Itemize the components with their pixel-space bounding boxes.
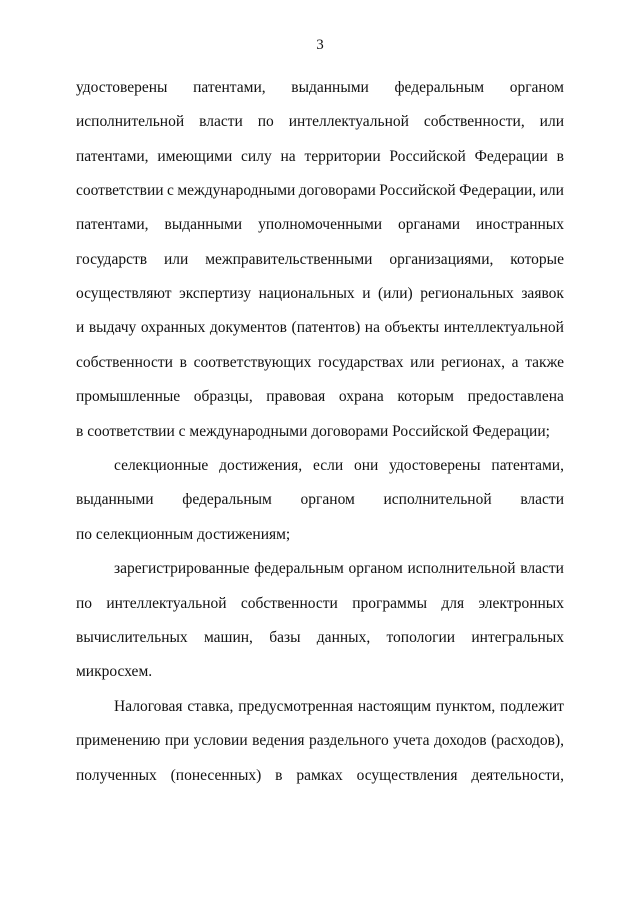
- word: по: [257, 113, 274, 130]
- word: исполнительной: [76, 113, 185, 130]
- word: договорами: [298, 182, 376, 199]
- text-line: в соответствии с международными договорами Российской Федерации;: [76, 423, 550, 440]
- word: предусмотренная: [238, 698, 354, 715]
- word: федеральным: [394, 79, 485, 96]
- text-line: [76, 216, 564, 234]
- word: выданными: [164, 216, 243, 233]
- word: патентами,: [76, 148, 149, 165]
- word: регионах,: [441, 354, 505, 371]
- word: топологии: [386, 629, 456, 646]
- word: заявок: [521, 285, 564, 302]
- word: (патентов): [291, 319, 361, 336]
- word: Федерации: [474, 148, 548, 165]
- word: подлежит: [500, 698, 564, 715]
- word: патентами,: [491, 457, 564, 474]
- word: если: [312, 457, 344, 474]
- word: охранных: [140, 319, 206, 336]
- word: учета: [393, 732, 430, 749]
- word: документов: [209, 319, 287, 336]
- word: патентами,: [193, 79, 266, 96]
- word: также: [525, 354, 564, 371]
- word: Российской: [389, 148, 466, 165]
- text-line: [76, 148, 564, 166]
- word: на: [280, 148, 296, 165]
- word: рамках: [296, 767, 343, 784]
- word: интеллектуальной: [443, 319, 564, 336]
- word: органом: [348, 560, 403, 577]
- text-line: [76, 182, 564, 200]
- word: государств: [76, 251, 148, 268]
- word: патентами,: [76, 216, 149, 233]
- word: зарегистрированные: [114, 560, 250, 577]
- text-line: [114, 698, 564, 716]
- word: федеральным: [254, 560, 344, 577]
- word: электронных: [478, 595, 564, 612]
- word: интеллектуальной: [288, 113, 409, 130]
- word: соответствующих: [193, 354, 312, 371]
- word: а: [511, 354, 519, 371]
- word: силу: [241, 148, 272, 165]
- word: соответствии: [76, 182, 164, 199]
- word: выданными: [76, 491, 154, 508]
- word: выданными: [291, 79, 369, 96]
- word: и: [362, 285, 371, 302]
- word: ставка,: [187, 698, 234, 715]
- word: в: [275, 767, 283, 784]
- word: выдачу: [88, 319, 137, 336]
- word: власти: [199, 113, 243, 130]
- text-line: микросхем.: [76, 663, 153, 680]
- word: охрана: [338, 388, 384, 405]
- word: или: [539, 182, 564, 199]
- word: настоящим: [357, 698, 432, 715]
- word: организациями,: [389, 251, 494, 268]
- text-line: [114, 560, 564, 578]
- word: международными: [177, 182, 296, 199]
- word: данных,: [316, 629, 371, 646]
- word: власти: [520, 491, 564, 508]
- text-line: [76, 354, 564, 372]
- text-line: [76, 629, 564, 647]
- word: для: [441, 595, 465, 612]
- text-line: [76, 251, 564, 269]
- word: интегральных: [471, 629, 564, 646]
- word: которым: [397, 388, 454, 405]
- word: объекты: [384, 319, 440, 336]
- word: на: [364, 319, 380, 336]
- word: при: [164, 732, 190, 749]
- word: ведения: [252, 732, 305, 749]
- word: интеллектуальной: [106, 595, 227, 612]
- word: условии: [193, 732, 248, 749]
- text-line: по селекционным достижениям;: [76, 526, 291, 543]
- word: или: [163, 251, 189, 268]
- word: Российской: [379, 182, 456, 199]
- text-line: [76, 113, 564, 131]
- word: деятельности,: [471, 767, 564, 784]
- word: (расходов),: [491, 732, 564, 749]
- word: промышленные: [76, 388, 181, 405]
- word: или: [410, 354, 435, 371]
- word: селекционные: [114, 457, 209, 474]
- text-line: [76, 79, 564, 97]
- text-line: [76, 285, 564, 303]
- text-line: [76, 732, 564, 750]
- word: Налоговая: [114, 698, 183, 715]
- word: полученных: [76, 767, 157, 784]
- word: вычислительных: [76, 629, 188, 646]
- word: уполномоченными: [258, 216, 383, 233]
- word: доходов: [433, 732, 487, 749]
- word: которые: [510, 251, 564, 268]
- word: органом: [300, 491, 355, 508]
- word: в: [179, 354, 187, 371]
- word: раздельного: [308, 732, 389, 749]
- word: исполнительной: [383, 491, 492, 508]
- word: правовая: [266, 388, 326, 405]
- word: органами: [398, 216, 461, 233]
- word: удостоверены: [76, 79, 168, 96]
- word: предоставлена: [467, 388, 564, 405]
- text-line: [114, 457, 564, 475]
- word: Федерации,: [459, 182, 537, 199]
- word: государствах: [318, 354, 404, 371]
- word: экспертизу: [179, 285, 252, 302]
- word: собственности,: [423, 113, 525, 130]
- word: по: [76, 595, 93, 612]
- word: в: [556, 148, 564, 165]
- word: они: [353, 457, 379, 474]
- word: программы: [352, 595, 428, 612]
- word: иностранных: [476, 216, 564, 233]
- word: пунктом,: [435, 698, 496, 715]
- word: власти: [520, 560, 564, 577]
- word: собственности: [76, 354, 173, 371]
- text-line: [76, 388, 564, 406]
- word: осуществляют: [76, 285, 172, 302]
- word: имеющими: [157, 148, 233, 165]
- word: собственности: [240, 595, 338, 612]
- word: органом: [509, 79, 564, 96]
- word: межправительственными: [205, 251, 373, 268]
- word: территории: [304, 148, 381, 165]
- word: достижения,: [219, 457, 303, 474]
- word: удостоверены: [389, 457, 481, 474]
- word: машин,: [203, 629, 253, 646]
- word: исполнительной: [407, 560, 516, 577]
- word: (или): [378, 285, 413, 302]
- text-line: [76, 767, 564, 785]
- word: применению: [76, 732, 161, 749]
- word: базы: [269, 629, 301, 646]
- text-line: [76, 319, 564, 337]
- word: или: [539, 113, 564, 130]
- page-number: 3: [316, 37, 324, 53]
- word: (понесенных): [170, 767, 262, 784]
- word: образцы,: [193, 388, 253, 405]
- text-line: [76, 595, 564, 613]
- text-line: [76, 491, 564, 509]
- word: региональных: [420, 285, 514, 302]
- word: национальных: [258, 285, 355, 302]
- word: осуществления: [356, 767, 458, 784]
- word: федеральным: [182, 491, 272, 508]
- word: и: [76, 319, 85, 336]
- word: с: [167, 182, 174, 199]
